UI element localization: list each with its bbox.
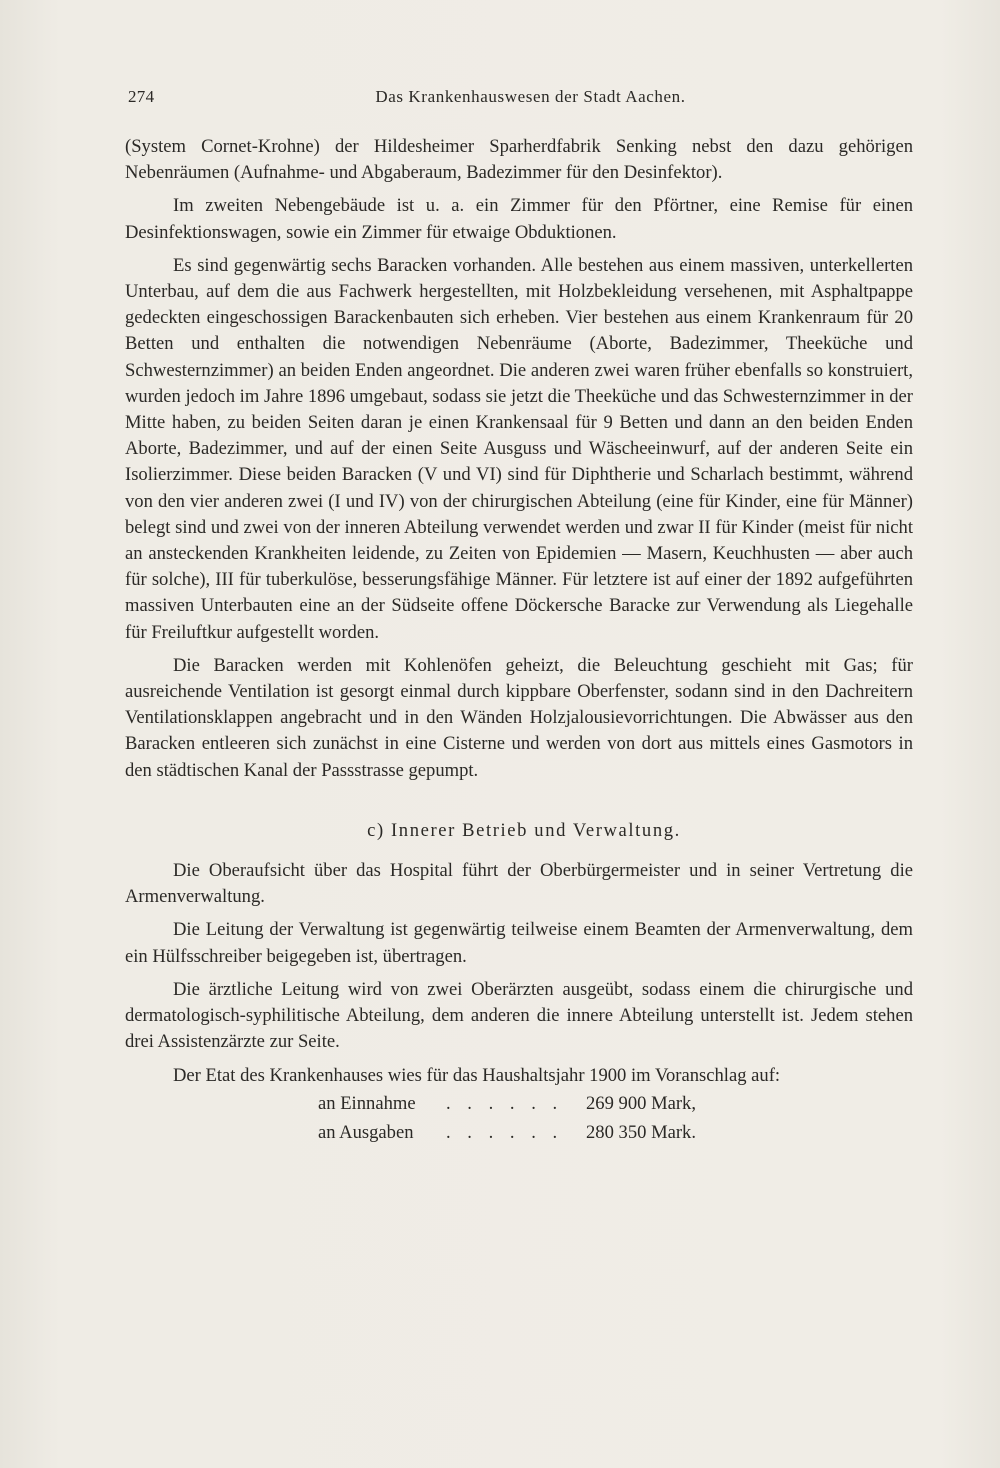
paragraph-budget-intro: Der Etat des Krankenhauses wies für das Haushaltsjahr 1900 im Voranschlag auf: — [173, 1064, 781, 1086]
section-heading: c) Innerer Betrieb und Verwaltung. — [367, 819, 681, 841]
leader-dots: . . . . . . — [446, 1121, 564, 1143]
body-text — [125, 134, 913, 1149]
leader-dots: . . . . . . — [446, 1092, 564, 1114]
paragraph-administration: Die Leitung der Verwaltung ist gegenwärtig teilweise einem Beamten der Armenverwaltung, dem ein Hülfsschreiber beigegeben ist, übertragen. — [125, 919, 913, 967]
paragraph-barracks: Es sind gegenwärtig sechs Baracken vorhanden. Alle bestehen aus einem massiven, unterkellerten Unterbau, auf dem die aus Fachwerk hergestellten, mit Holzbekleidung versehenen, mit Asphaltpappe gedeckten eingeschossigen Barackenbauten sich erheben. Vier bestehen aus einem Krankenraum für 20 Betten und enthalten die notwendigen Nebenräume (Aborte, Badezimmer, Theeküche und Schwesternzimmer) an beiden Enden angeordnet. Die anderen zwei waren früher ebenfalls so konstruiert, wurden jedoch im Jahre 1896 umgebaut, sodass sie jetzt die Theeküche und das Schwesternzimmer in der Mitte haben, zu beiden Seiten daran je einen Krankensaal für 9 Betten und dann an den beiden Enden Aborte, Badezimmer, und auf der einen Seite Ausguss und Wäscheeinwurf, auf der anderen Seite ein Isolierzimmer. Diese beiden Baracken (V und VI) sind für Diphtherie und Scharlach bestimmt, während von den vier anderen zwei (I und IV) von der chirurgischen Abteilung (eine für Kinder, eine für Männer) belegt sind und zwei von der inneren Abteilung verwendet werden und zwar II für Kinder (meist für nicht an ansteckenden Krankheiten leidende, zu Zeiten von Epidemien — Masern, Keuchhusten — aber auch für solche), III für tuberkulöse, besserungsfähige Männer. Für letztere ist auf einer der 1892 aufgeführten massiven Unterbauten eine an der Südseite offene Döckersche Baracke zur Verwendung als Liegehalle für Freiluftkur aufgestellt worden. — [125, 254, 913, 643]
budget-value: 269 900 Mark, — [586, 1092, 697, 1114]
paragraph-second-building: Im zweiten Nebengebäude ist u. a. ein Zimmer für den Pförtner, eine Remise für einen Desinfektionswagen, sowie ein Zimmer für etwaige Obduktionen. — [125, 195, 913, 243]
budget-row-expenses — [318, 1120, 738, 1149]
budget-label: an Einnahme — [318, 1092, 416, 1114]
page-number: 274 — [128, 87, 155, 106]
paragraph-supervision: Die Oberaufsicht über das Hospital führt der Oberbürgermeister und in seiner Vertretung die Armenverwaltung. — [125, 860, 913, 908]
page-header — [128, 87, 913, 113]
budget-value: 280 350 Mark. — [586, 1121, 697, 1143]
paragraph-continued: (System Cornet-Krohne) der Hildesheimer Sparherdfabrik Senking nebst den dazu gehörigen Nebenräumen (Aufnahme- und Abgaberaum, Badezimmer für den Desinfektor). — [125, 136, 913, 184]
running-title: Das Krankenhauswesen der Stadt Aachen. — [375, 87, 686, 106]
budget-label: an Ausgaben — [318, 1121, 414, 1143]
paragraph-medical-direction: Die ärztliche Leitung wird von zwei Oberärzten ausgeübt, sodass einem die chirurgische und dermatologisch-syphilitische Abteilung, dem anderen die innere Abteilung unterstellt ist. Jedem stehen drei Assistenzärzte zur Seite. — [125, 978, 913, 1053]
budget-row-income — [318, 1091, 738, 1120]
paragraph-heating-ventilation: Die Baracken werden mit Kohlenöfen geheizt, die Beleuchtung geschieht mit Gas; für ausreichende Ventilation ist gesorgt einmal durch kippbare Oberfenster, sodann sind in den Dachreitern Ventilationsklappen angebracht und in den Wänden Holzjalousievorrichtungen. Die Abwässer aus den Baracken entleeren sich zunächst in eine Cisterne und werden von dort aus mittels eines Gasmotors in den städtischen Kanal der Passstrasse gepumpt. — [125, 654, 913, 781]
budget-table — [318, 1091, 738, 1149]
